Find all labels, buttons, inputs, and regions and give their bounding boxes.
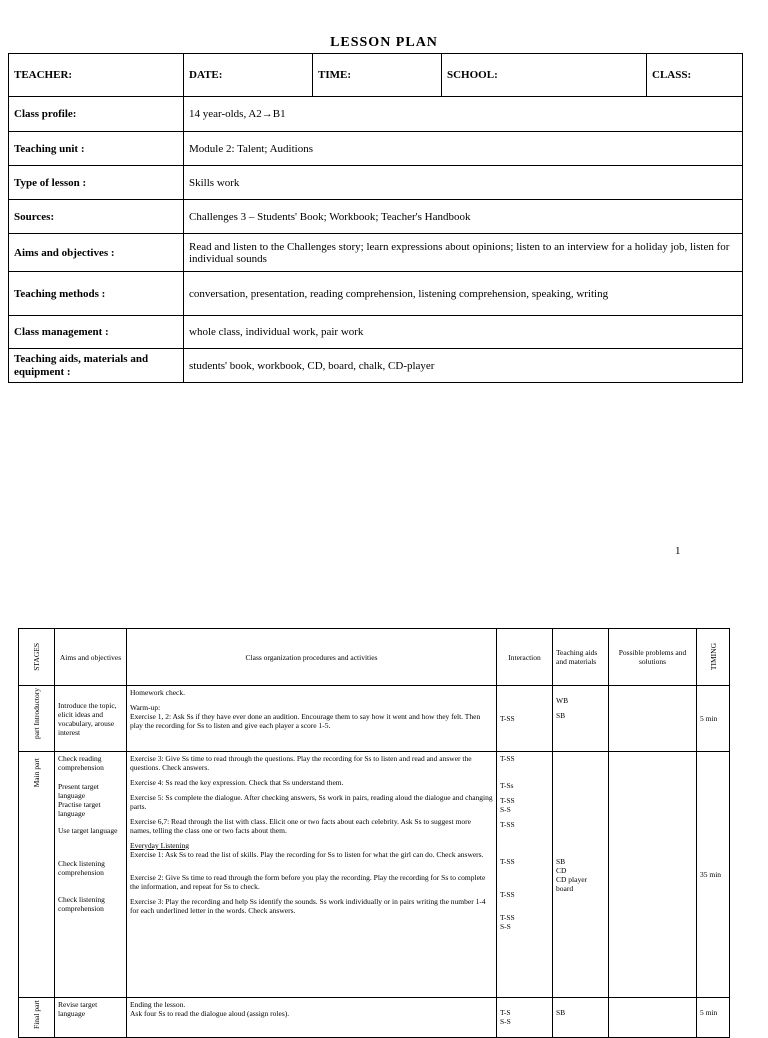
- school-cell: SCHOOL:: [442, 54, 647, 97]
- final-aims: Revise target language: [55, 998, 127, 1038]
- info-row: [9, 349, 743, 383]
- aid-item: CD: [556, 865, 567, 875]
- problems-header: Possible problems and solutions: [609, 629, 697, 686]
- aim-item: Check listening comprehension: [58, 895, 105, 913]
- aid-item: board: [556, 883, 574, 893]
- procedure-text: Exercise 2: Give Ss time to read through the form before you play the recording. Play the recording for Ss to complete the information, and repeat for Ss to check.: [130, 873, 486, 891]
- info-row: [9, 234, 743, 272]
- aid-item: CD player: [556, 874, 588, 884]
- aid-item: SB: [556, 856, 566, 866]
- row-value: students' book, workbook, CD, board, chalk, CD-player: [184, 349, 743, 383]
- aim-item: Check listening comprehension: [58, 859, 105, 877]
- main-stage: [19, 752, 55, 998]
- intro-stage-text: part Introductory: [32, 688, 41, 740]
- main-timing: 35 min: [697, 752, 730, 998]
- aids-header: Teaching aids and materials: [553, 629, 609, 686]
- aid-item: WB: [556, 696, 569, 705]
- intro-interaction: T-SS: [497, 686, 553, 752]
- interaction-item: T-Ss: [500, 781, 514, 790]
- final-procedures: [127, 998, 497, 1038]
- interaction-item: T-SS: [500, 857, 515, 866]
- row-label: Teaching methods :: [9, 272, 184, 316]
- stages-header: [19, 629, 55, 686]
- final-timing: [697, 998, 730, 1038]
- interaction-item: T-SS: [500, 796, 515, 805]
- info-row: [9, 272, 743, 316]
- procedure-text: Exercise 3: Give Ss time to read through the questions. Play the recording for Ss to listen and read and answer the questions. Check answers.: [130, 754, 472, 772]
- row-value: 14 year-olds, A2→B1: [184, 97, 743, 132]
- interaction-item: S-S: [500, 1017, 511, 1026]
- procedure-text: Warm-up:: [130, 703, 161, 712]
- intro-problems: [609, 686, 697, 752]
- row-label: Class management :: [9, 316, 184, 349]
- teacher-cell: TEACHER:: [9, 54, 184, 97]
- interaction-item: T-SS: [500, 754, 515, 763]
- info-row: [9, 200, 743, 234]
- info-row: [9, 97, 743, 132]
- aid-item: SB: [556, 711, 566, 720]
- timing-header: [697, 629, 730, 686]
- stages-table: [18, 628, 730, 1038]
- main-stage-text: Main part: [32, 758, 41, 788]
- aim-item: Practise target language: [58, 800, 101, 818]
- intro-aids: [553, 686, 609, 752]
- row-value: Read and listen to the Challenges story; learn expressions about opinions; listen to an interview for a holiday job, listen for individual sounds: [184, 234, 743, 272]
- date-cell: DATE:: [184, 54, 313, 97]
- info-row: [9, 316, 743, 349]
- row-label: Teaching aids, materials and equipment :: [9, 349, 184, 383]
- intro-timing: 5 min: [697, 686, 730, 752]
- row-value: conversation, presentation, reading comprehension, listening comprehension, speaking, writing: [184, 272, 743, 316]
- interaction-header: Interaction: [497, 629, 553, 686]
- time-cell: TIME:: [313, 54, 442, 97]
- procedure-text: Homework check.: [130, 688, 185, 697]
- interaction-item: S-S: [500, 922, 511, 931]
- row-label: Aims and objectives :: [9, 234, 184, 272]
- interaction-item: S-S: [500, 805, 511, 814]
- procedure-text: Exercise 3: Play the recording and help Ss identify the sounds. Ss work individually or in pairs writing the number 1-4 for each underlined letter in the words. Check answers.: [130, 897, 486, 915]
- row-value: Challenges 3 – Students' Book; Workbook; Teacher's Handbook: [184, 200, 743, 234]
- procedure-text: Ending the lesson.: [130, 1000, 186, 1009]
- lesson-info-table: [8, 53, 743, 383]
- info-row: [9, 166, 743, 200]
- row-value: Module 2: Talent; Auditions: [184, 132, 743, 166]
- procedures-header: Class organization procedures and activities: [127, 629, 497, 686]
- intro-aims: Introduce the topic, elicit ideas and vocabulary, arouse interest: [55, 686, 127, 752]
- timing-value: 5 min: [700, 1008, 718, 1017]
- final-row: [19, 998, 730, 1038]
- main-procedures: [127, 752, 497, 998]
- row-label: Sources:: [9, 200, 184, 234]
- final-problems: [609, 998, 697, 1038]
- timing-header-text: TIMING: [708, 643, 718, 671]
- stages-header-row: [19, 629, 730, 686]
- procedure-text: Exercise 1: Ask Ss to read the list of skills. Play the recording for Ss to listen for what the girl can do. Check answers.: [130, 850, 484, 859]
- stages-header-text: STAGES: [32, 643, 41, 671]
- interaction-item: T-SS: [500, 913, 515, 922]
- row-label: Class profile:: [9, 97, 184, 132]
- procedure-text: Exercise 6,7: Read through the list with class. Elicit one or two facts about each celebrity. Ask Ss to suggest more names, telling the class one or two facts about them.: [130, 817, 471, 835]
- aid-item: SB: [556, 1008, 566, 1017]
- class-cell: CLASS:: [647, 54, 743, 97]
- final-stage: [19, 998, 55, 1038]
- intro-procedures: [127, 686, 497, 752]
- final-stage-text: Final part: [32, 1000, 41, 1029]
- row-value: Skills work: [184, 166, 743, 200]
- page-number: 1: [675, 545, 681, 557]
- document-title: LESSON PLAN: [330, 35, 438, 50]
- main-problems: [609, 752, 697, 998]
- row-label: Type of lesson :: [9, 166, 184, 200]
- main-aims: [55, 752, 127, 998]
- interaction-item: T-SS: [500, 890, 515, 899]
- aim-item: Check reading comprehension: [58, 754, 104, 772]
- procedure-text: Exercise 4: Ss read the key expression. Check that Ss understand them.: [130, 778, 344, 787]
- header-row: [9, 54, 743, 97]
- row-label: Teaching unit :: [9, 132, 184, 166]
- info-row: [9, 132, 743, 166]
- row-value: whole class, individual work, pair work: [184, 316, 743, 349]
- main-row: [19, 752, 730, 998]
- aim-item: Present target language: [58, 782, 99, 800]
- procedure-text: Exercise 5: Ss complete the dialogue. After checking answers, Ss work in pairs, reading aloud the dialogue and changing parts.: [130, 793, 493, 811]
- final-interaction: [497, 998, 553, 1038]
- interaction-item: T-SS: [500, 820, 515, 829]
- procedure-text: Exercise 1, 2: Ask Ss if they have ever done an audition. Encourage them to say how it went and how they felt. Then play the recording for Ss to listen and give each player a score 1-5.: [130, 712, 481, 730]
- intro-stage: [19, 686, 55, 752]
- main-aids: [553, 752, 609, 998]
- aim-item: Use target language: [58, 826, 118, 835]
- procedure-heading: Everyday Listening: [130, 841, 189, 850]
- intro-row: [19, 686, 730, 752]
- main-interaction: [497, 752, 553, 998]
- final-aids: [553, 998, 609, 1038]
- aims-header: Aims and objectives: [55, 629, 127, 686]
- interaction-item: T-S: [500, 1008, 511, 1017]
- procedure-text: Ask four Ss to read the dialogue aloud (assign roles).: [130, 1009, 290, 1018]
